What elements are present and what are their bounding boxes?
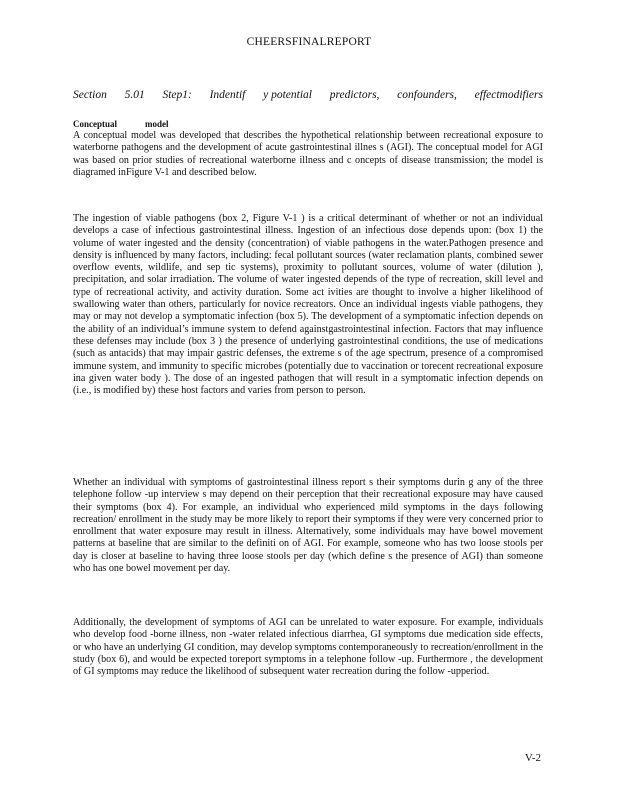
step-label: Step1: [162,89,192,101]
heading-word: y potential [263,89,312,101]
section-heading [73,89,543,101]
heading-word: confounders, [397,89,457,101]
heading-word: predictors, [329,89,380,101]
heading-word: effectmodifiers [474,89,543,101]
paragraph-pathogen-ingestion: The ingestion of viable pathogens (box 2, Figure V-1 ) is a critical determinant of whether or not an individual develops a case of infectious gastrointestinal illness. Ingestion of an infectious dose depends upon: (box 1) the volume of water ingested and the density (concentration) of viable pathogens in the water.Pathogen presence and density is influenced by many factors, including: fecal pollutant sources (water reclamation plants, combined sewer overflow events, wildlife, and sep tic systems), proximity to pollutant sources, volume of water (dilution ), precipitation, and solar irradiation. The volume of water ingested depends of the type of recreation, skill level and type of recreational activity, and activity duration. Some act ivities are thought to involve a higher likelihood of swallowing water than others, particularly for novice recreators. Once an individual ingests viable pathogens, they may or may not develop a symptomatic infection (box 5). The development of a symptomatic infection depends on the ability of an individual’s immune system to defend againstgastrointestinal infection. Factors that may influence these defenses may include (box 3 ) the presence of underlying gastrointestinal conditions, the use of medications (such as antacids) that may impair gastric defenses, the extreme s of the age spectrum, presence of a compromised immune system, and immunity to specific microbes (potentially due to vaccination or torecent recreational exposure ina given water body ). The dose of an ingested pathogen that will result in a symptomatic infection depends on (i.e., is modified by) these host factors and varies from person to person. [73,213,543,397]
paragraph-symptom-reporting: Whether an individual with symptoms of gastrointestinal illness report s their symptoms durin g any of the three telephone follow -up interview s may depend on their perception that their recreational exposure may have caused their symptoms (box 4). For example, an individual who experienced mild symptoms in the days following recreation/ enrollment in the study may be more likely to report their symptoms if they were very concerned prior to enrollment that water exposure may result in illness. Alternatively, some individuals may have bowel movement patterns at baseline that are similar to the definiti on of AGI. For example, someone who has two loose stools per day is closer at baseline to having three loose stools per day (which define s the presence of AGI) than someone who has one bowel movement per day. [73,477,543,575]
section-number: 5.01 [124,89,145,101]
report-title: CHEERSFINALREPORT [246,36,372,48]
heading-word: Indentif [209,89,246,101]
page-number: V-2 [524,752,541,764]
section-label: Section [73,89,107,101]
paragraph-conceptual-model: A conceptual model was developed that describes the hypothetical relationship between recreational exposure to waterborne pathogens and the development of acute gastrointestinal illnes s (AGI). The conceptual model for AGI was based on prior studies of recreational waterborne illness and c oncepts of disease transmission; the model is diagramed inFigure V-1 and described below. [73,130,543,178]
subheading-word: model [145,119,169,129]
paragraph-unrelated-symptoms: Additionally, the development of symptoms of AGI can be unrelated to water exposure. For example, individuals who develop food -borne illness, non -water related infectious diarrhea, GI symptoms due medication side effects, or who have an underlying GI condition, may develop symptoms contemporaneously to recreation/enrollment in the study (box 6), and would be expected toreport symptoms in a telephone follow -up. Furthermore , the development of GI symptoms may reduce the likelihood of subsequent water recreation during the follow -upperiod. [73,617,543,678]
subheading-word: Conceptual [73,119,118,129]
subheading-conceptual-model [73,119,169,129]
